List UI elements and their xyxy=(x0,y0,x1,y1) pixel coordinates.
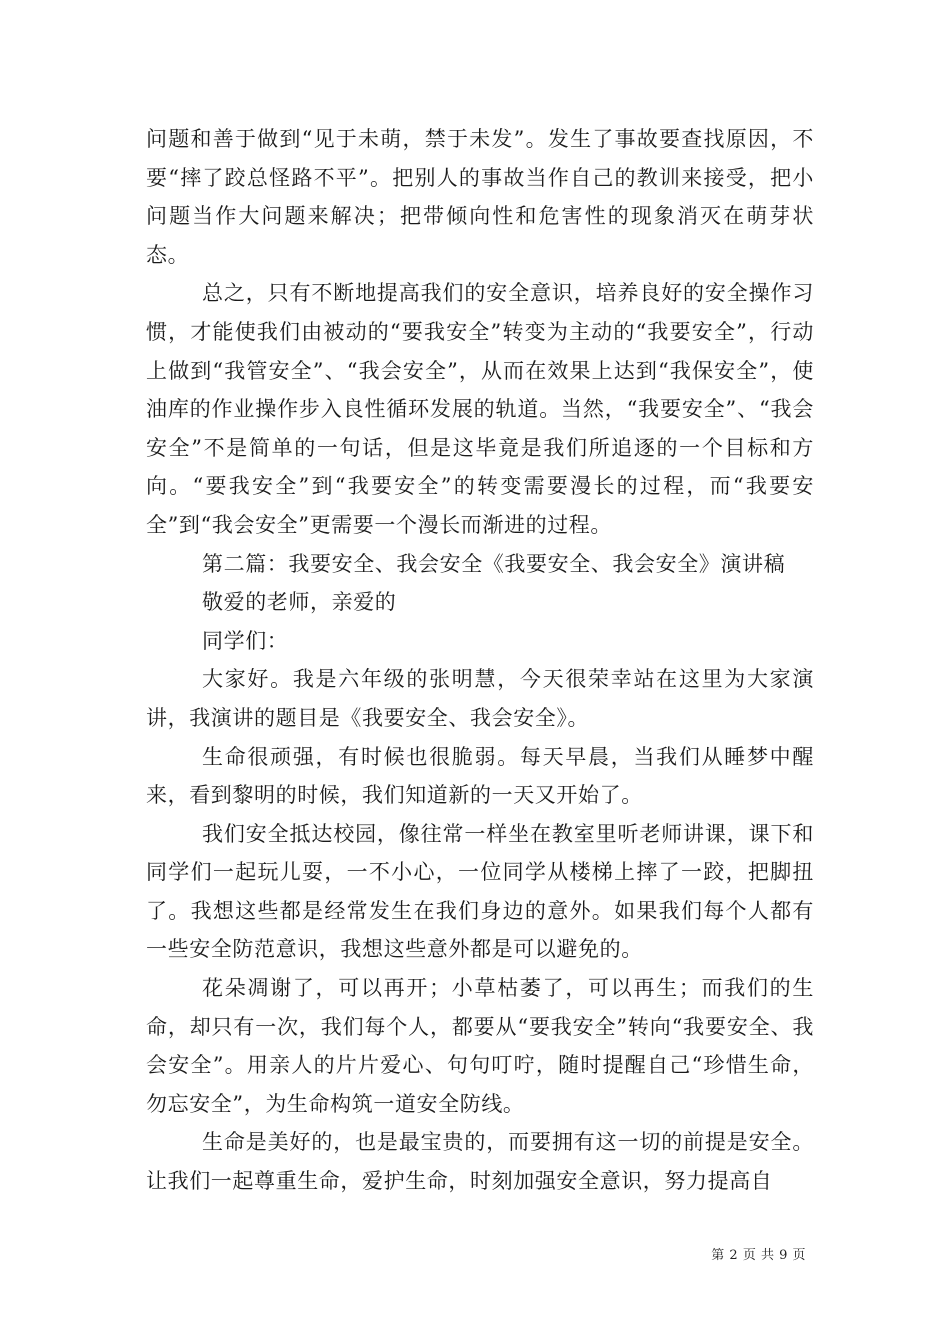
paragraph: 大家好。我是六年级的张明慧，今天很荣幸站在这里为大家演讲，我演讲的题目是《我要安全、我会安全》。 xyxy=(146,667,814,730)
page-number: 第 2 页 共 9 页 xyxy=(711,1248,806,1263)
paragraph: 生命是美好的，也是最宝贵的，而要拥有这一切的前提是安全。让我们一起尊重生命，爱护生命，时刻加强安全意识，努力提高自 xyxy=(146,1130,814,1194)
paragraph: 花朵凋谢了，可以再开；小草枯萎了，可以再生；而我们的生命，却只有一次，我们每个人，都要从“要我安全”转向“我要安全、我会安全”。用亲人的片片爱心、句句叮咛，随时提醒自己“珍惜生命，勿忘安全”，为生命构筑一道安全防线。 xyxy=(146,976,814,1116)
paragraph: 总之，只有不断地提高我们的安全意识，培养良好的安全操作习惯，才能使我们由被动的“要我安全”转变为主动的“我要安全”，行动上做到“我管安全”、“我会安全”，从而在效果上达到“我保安全”，使油库的作业操作步入良性循环发展的轨道。当然，“我要安全”、“我会安全”不是简单的一句话，但是这毕竟是我们所追逐的一个目标和方向。“要我安全”到“我要安全”的转变需要漫长的过程，而“我要安全”到“我会安全”更需要一个漫长而渐进的过程。 xyxy=(146,281,814,537)
paragraph: 问题和善于做到“见于未萌，禁于未发”。发生了事故要查找原因，不要“摔了跤总怪路不平”。把别人的事故当作自己的教训来接受，把小问题当作大问题来解决；把带倾向性和危害性的现象消灭在萌芽状态。 xyxy=(146,127,814,267)
section-heading: 第二篇：我要安全、我会安全《我要安全、我会安全》演讲稿 xyxy=(202,551,786,576)
paragraph: 我们安全抵达校园，像往常一样坐在教室里听老师讲课，课下和同学们一起玩儿耍，一不小心，一位同学从楼梯上摔了一跤，把脚扭了。我想这些都是经常发生在我们身边的意外。如果我们每个人都有一些安全防范意识，我想这些意外都是可以避免的。 xyxy=(146,821,814,962)
paragraph: 生命很顽强，有时候也很脆弱。每天早晨，当我们从睡梦中醒来，看到黎明的时候，我们知道新的一天又开始了。 xyxy=(146,744,814,808)
salutation-line: 敬爱的老师，亲爱的 xyxy=(202,590,397,615)
document-body xyxy=(146,120,814,1201)
salutation-line: 同学们： xyxy=(202,628,289,653)
